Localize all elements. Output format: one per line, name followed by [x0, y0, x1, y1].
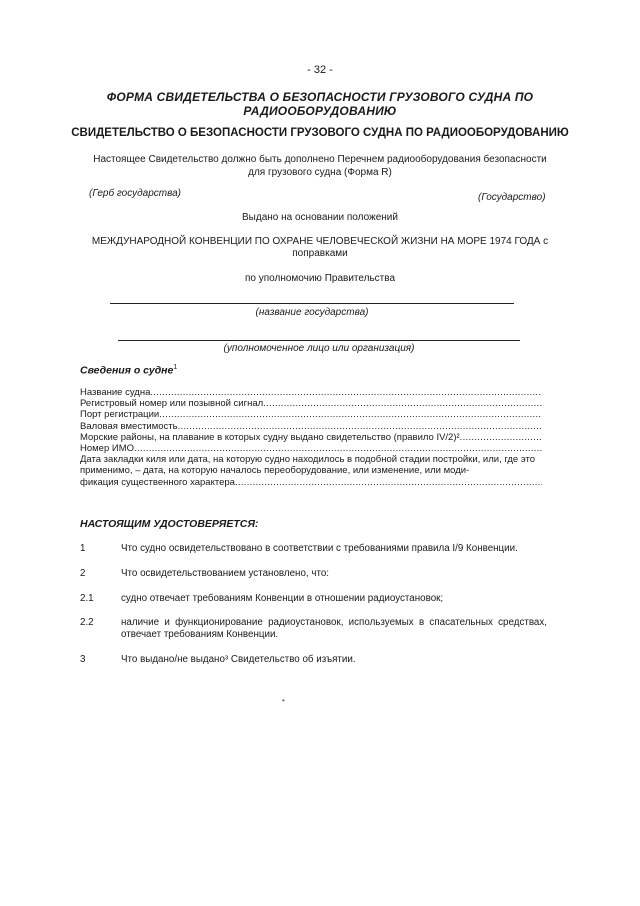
field-gross-tonnage — [80, 421, 542, 432]
item-number: 2 — [80, 568, 86, 579]
item-text: Что судно освидетельствовано в соответствии с требованиями правила I/9 Конвенции. — [121, 543, 518, 554]
item-text: наличие и функционирование радиоустановок, используемых в спасательных средствах, отвечает требованиям Конвенции. — [121, 617, 547, 640]
field-label: Номер ИМО — [80, 443, 135, 455]
field-imo-number — [80, 443, 542, 454]
footnote-mark: 1 — [173, 364, 178, 371]
item-number: 2.2 — [80, 617, 94, 628]
authorized-line — [118, 340, 520, 341]
issued-under-text: Выдано на основании положений — [242, 212, 398, 223]
field-label: Морские районы, на плавание в которых судну выдано свидетельство (правило IV/2)² — [80, 431, 460, 443]
fill-dots — [159, 409, 542, 420]
convention-title: МЕЖДУНАРОДНОЙ КОНВЕНЦИИ ПО ОХРАНЕ ЧЕЛОВЕЧЕСКОЙ ЖИЗНИ НА МОРЕ 1974 ГОДА с поправками — [91, 236, 549, 259]
certificate-title: СВИДЕТЕЛЬСТВО О БЕЗОПАСНОСТИ ГРУЗОВОГО СУДНА ПО РАДИООБОРУДОВАНИЮ — [71, 127, 569, 139]
fill-dots — [460, 432, 542, 443]
certify-heading: НАСТОЯЩИМ УДОСТОВЕРЯЕТСЯ: — [80, 518, 259, 530]
scan-mark: • — [282, 696, 285, 705]
form-title: ФОРМА СВИДЕТЕЛЬСТВА О БЕЗОПАСНОСТИ ГРУЗОВОГО СУДНА ПО РАДИООБОРУДОВАНИЮ — [106, 90, 534, 118]
coat-of-arms-label: (Герб государства) — [89, 188, 181, 199]
field-label: Порт регистрации — [80, 409, 160, 421]
field-registry-number — [80, 398, 542, 409]
fill-dots — [178, 421, 542, 432]
authorized-caption: (уполномоченное лицо или организация) — [223, 343, 415, 354]
ship-particulars-title: Сведения о судне — [80, 364, 174, 377]
field-label: Название судна — [80, 387, 151, 398]
item-number: 1 — [80, 543, 86, 554]
item-text: судно отвечает требованиям Конвенции в отношении радиоустановок; — [121, 593, 444, 604]
field-ship-name — [80, 387, 542, 398]
field-keel-date-text: Дата закладки киля или дата, на которую судно находилось в подобной стадии постройки, или, где это применимо, – дата, на которую началось переоборудование, или изменение, или моди- — [80, 454, 536, 477]
item-text: Что выдано/не выдано³ Свидетельство об изъятии. — [121, 654, 356, 665]
fill-dots — [134, 443, 542, 454]
field-label: Регистровый номер или позывной сигнал — [80, 398, 264, 410]
item-number: 2.1 — [80, 593, 94, 604]
field-sea-areas — [80, 432, 542, 443]
fill-dots — [263, 398, 542, 409]
field-label: Валовая вместимость — [80, 420, 178, 432]
item-text: Что освидетельствованием установлено, что: — [121, 568, 329, 579]
field-label: фикация существенного характера — [80, 476, 235, 488]
ship-fields — [80, 387, 542, 488]
state-name-caption: (название государства) — [255, 307, 369, 318]
state-label: (Государство) — [478, 192, 546, 203]
field-port-of-registry — [80, 409, 542, 420]
ship-particulars-heading — [80, 364, 177, 377]
authority-text: по уполномочию Правительства — [244, 273, 395, 284]
fill-dots — [150, 387, 542, 398]
state-name-line — [110, 303, 514, 304]
page-number: - 32 - — [307, 64, 333, 76]
fill-dots — [235, 477, 542, 488]
supplement-note: Настоящее Свидетельство должно быть дополнено Перечнем радиооборудования безопасности для грузового судна (Форма R) — [93, 154, 547, 178]
field-keel-date — [80, 477, 542, 488]
item-number: 3 — [80, 654, 86, 665]
